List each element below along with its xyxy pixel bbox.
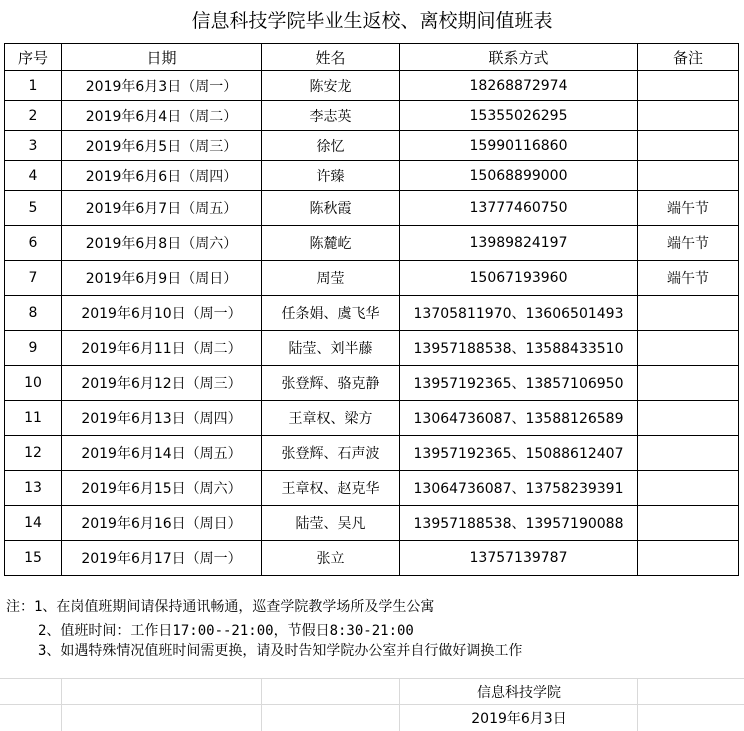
- duty-date: 2019年6月10日（周一）: [62, 296, 262, 331]
- duty-date: 2019年6月8日（周六）: [62, 226, 262, 261]
- remark: [638, 436, 739, 471]
- remark: [638, 71, 739, 101]
- staff-name: 王章权、梁方: [262, 401, 400, 436]
- table-row: [5, 296, 739, 331]
- staff-name: 李志英: [262, 101, 400, 131]
- row-number: 12: [5, 436, 62, 471]
- duty-date: 2019年6月9日（周日）: [62, 261, 262, 296]
- contact-phone: 13989824197: [400, 226, 638, 261]
- staff-name: 周莹: [262, 261, 400, 296]
- staff-name: 徐忆: [262, 131, 400, 161]
- remark: [638, 296, 739, 331]
- table-row: [5, 71, 739, 101]
- signature-date: 2019年6月3日: [471, 711, 567, 727]
- row-number: 8: [5, 296, 62, 331]
- remark: [638, 131, 739, 161]
- remark: [638, 161, 739, 191]
- gridline: [0, 704, 744, 705]
- contact-phone: 15068899000: [400, 161, 638, 191]
- table-row: [5, 101, 739, 131]
- staff-name: 张立: [262, 541, 400, 576]
- contact-phone: 13957188538、13957190088: [400, 506, 638, 541]
- contact-phone: 13705811970、13606501493: [400, 296, 638, 331]
- header-contact: 联系方式: [400, 44, 638, 71]
- row-number: 5: [5, 191, 62, 226]
- duty-date: 2019年6月5日（周三）: [62, 131, 262, 161]
- header-name: 姓名: [262, 44, 400, 71]
- notes-section: [0, 592, 744, 676]
- table-row: [5, 226, 739, 261]
- document-title: 信息科技学院毕业生返校、离校期间值班表: [191, 10, 553, 32]
- contact-phone: 13957192365、15088612407: [400, 436, 638, 471]
- remark: 端午节: [638, 191, 739, 226]
- remark: [638, 331, 739, 366]
- duty-date: 2019年6月17日（周一）: [62, 541, 262, 576]
- contact-phone: 15067193960: [400, 261, 638, 296]
- duty-date: 2019年6月6日（周四）: [62, 161, 262, 191]
- remark: [638, 471, 739, 506]
- contact-phone: 13757139787: [400, 541, 638, 576]
- table-row: [5, 471, 739, 506]
- row-number: 13: [5, 471, 62, 506]
- gridline: [261, 678, 262, 731]
- row-number: 15: [5, 541, 62, 576]
- contact-phone: 13777460750: [400, 191, 638, 226]
- row-number: 11: [5, 401, 62, 436]
- table-row: [5, 506, 739, 541]
- staff-name: 张登辉、骆克静: [262, 366, 400, 401]
- gridline: [0, 678, 744, 679]
- staff-name: 陈安龙: [262, 71, 400, 101]
- table-row: [5, 366, 739, 401]
- note-2: 2、值班时间：工作日17:00--21:00，节假日8:30-21:00: [38, 623, 414, 639]
- contact-phone: 13957192365、13857106950: [400, 366, 638, 401]
- duty-date: 2019年6月11日（周二）: [62, 331, 262, 366]
- row-number: 6: [5, 226, 62, 261]
- table-row: [5, 541, 739, 576]
- staff-name: 陈秋霞: [262, 191, 400, 226]
- duty-date: 2019年6月13日（周四）: [62, 401, 262, 436]
- contact-phone: 15990116860: [400, 131, 638, 161]
- row-number: 1: [5, 71, 62, 101]
- contact-phone: 18268872974: [400, 71, 638, 101]
- table-row: [5, 131, 739, 161]
- duty-date: 2019年6月12日（周三）: [62, 366, 262, 401]
- table-row: [5, 331, 739, 366]
- duty-date: 2019年6月7日（周五）: [62, 191, 262, 226]
- staff-name: 任条娟、虞飞华: [262, 296, 400, 331]
- duty-date: 2019年6月16日（周日）: [62, 506, 262, 541]
- duty-date: 2019年6月3日（周一）: [62, 71, 262, 101]
- note-1: 注：1、在岗值班期间请保持通讯畅通，巡查学院教学场所及学生公寓: [6, 599, 435, 615]
- remark: [638, 506, 739, 541]
- note-3: 3、如遇特殊情况值班时间需更换，请及时告知学院办公室并自行做好调换工作: [38, 643, 523, 659]
- staff-name: 张登辉、石声波: [262, 436, 400, 471]
- row-number: 4: [5, 161, 62, 191]
- signature-area: [0, 678, 744, 731]
- remark: [638, 366, 739, 401]
- staff-name: 陆莹、吴凡: [262, 506, 400, 541]
- duty-date: 2019年6月15日（周六）: [62, 471, 262, 506]
- contact-phone: 13064736087、13588126589: [400, 401, 638, 436]
- header-no: 序号: [5, 44, 62, 71]
- header-date: 日期: [62, 44, 262, 71]
- table-row: [5, 161, 739, 191]
- staff-name: 许臻: [262, 161, 400, 191]
- row-number: 14: [5, 506, 62, 541]
- row-number: 10: [5, 366, 62, 401]
- remark: [638, 401, 739, 436]
- row-number: 2: [5, 101, 62, 131]
- remark: 端午节: [638, 261, 739, 296]
- contact-phone: 15355026295: [400, 101, 638, 131]
- header-row: [5, 44, 739, 71]
- duty-date: 2019年6月14日（周五）: [62, 436, 262, 471]
- gridline: [61, 678, 62, 731]
- remark: [638, 541, 739, 576]
- table-row: [5, 191, 739, 226]
- table-row: [5, 261, 739, 296]
- remark: 端午节: [638, 226, 739, 261]
- staff-name: 陆莹、刘半藤: [262, 331, 400, 366]
- staff-name: 陈麓屹: [262, 226, 400, 261]
- staff-name: 王章权、赵克华: [262, 471, 400, 506]
- row-number: 3: [5, 131, 62, 161]
- signature-org: 信息科技学院: [477, 685, 561, 701]
- table-row: [5, 401, 739, 436]
- header-note: 备注: [638, 44, 739, 71]
- contact-phone: 13064736087、13758239391: [400, 471, 638, 506]
- duty-table: [4, 43, 739, 576]
- contact-phone: 13957188538、13588433510: [400, 331, 638, 366]
- table-row: [5, 436, 739, 471]
- duty-date: 2019年6月4日（周二）: [62, 101, 262, 131]
- row-number: 7: [5, 261, 62, 296]
- row-number: 9: [5, 331, 62, 366]
- remark: [638, 101, 739, 131]
